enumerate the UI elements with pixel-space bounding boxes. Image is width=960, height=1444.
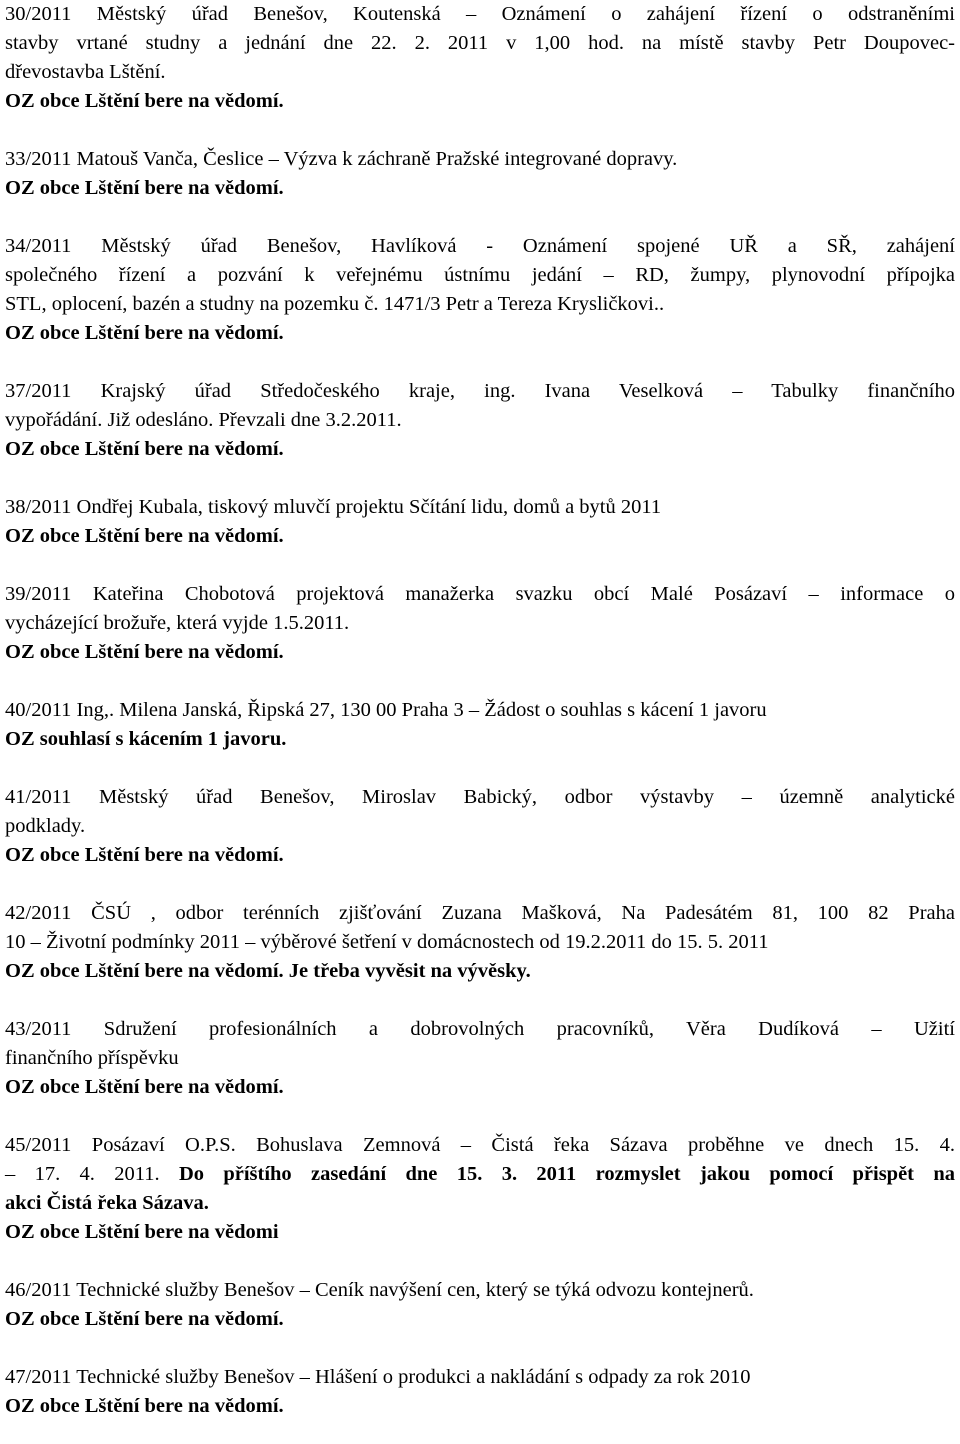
entry-resolution: OZ obce Lštění bere na vědomí. <box>5 177 284 199</box>
entry-33-2011 <box>5 145 955 203</box>
entry-resolution: OZ obce Lštění bere na vědomí. <box>5 525 284 547</box>
entry-text-line: stavby vrtané studny a jednání dne 22. 2. 2011 v 1,00 hod. na místě stavby Petr Doupovec- <box>5 32 955 54</box>
entry-text-line: 39/2011 Kateřina Chobotová projektová manažerka svazku obcí Malé Posázaví – informace o <box>5 583 955 605</box>
entry-42-2011 <box>5 899 955 986</box>
entry-text-line: 43/2011 Sdružení profesionálních a dobrovolných pracovníků, Věra Dudíková – Užití <box>5 1018 955 1040</box>
entry-text-line: společného řízení a pozvání k veřejnému ústnímu jedání – RD, žumpy, plynovodní přípojka <box>5 264 955 286</box>
spacer <box>5 203 955 232</box>
entry-resolution: OZ obce Lštění bere na vědomí. <box>5 1395 284 1417</box>
entry-resolution: OZ obce Lštění bere na vědomí. <box>5 1076 284 1098</box>
document-page <box>5 0 955 1421</box>
entry-text-line: 41/2011 Městský úřad Benešov, Miroslav Babický, odbor výstavby – územně analytické <box>5 786 955 808</box>
entry-text-line: 45/2011 Posázaví O.P.S. Bohuslava Zemnová – Čistá řeka Sázava proběhne ve dnech 15. 4. <box>5 1134 955 1156</box>
entry-resolution: OZ obce Lštění bere na vědomí. Je třeba vyvěsit na vývěsky. <box>5 960 531 982</box>
entry-text-line: podklady. <box>5 815 86 837</box>
entry-text-line: 34/2011 Městský úřad Benešov, Havlíková - Oznámení spojené UŘ a SŘ, zahájení <box>5 235 955 257</box>
entry-43-2011 <box>5 1015 955 1102</box>
entry-text-line: 33/2011 Matouš Vanča, Česlice – Výzva k záchraně Pražské integrované dopravy. <box>5 148 678 170</box>
entry-text-line: 10 – Životní podmínky 2011 – výběrové šetření v domácnostech od 19.2.2011 do 15. 5. 2011 <box>5 931 769 953</box>
entry-resolution: OZ souhlasí s kácením 1 javoru. <box>5 728 287 750</box>
spacer <box>5 1247 955 1276</box>
entry-text-line: 42/2011 ČSÚ , odbor terénních zjišťování Zuzana Mašková, Na Padesátém 81, 100 82 Praha <box>5 902 955 924</box>
entry-resolution: OZ obce Lštění bere na vědomí. <box>5 90 284 112</box>
entry-47-2011 <box>5 1363 955 1421</box>
entry-38-2011 <box>5 493 955 551</box>
spacer <box>5 986 955 1015</box>
entry-emphasis-fragment: Do příštího zasedání dne 15. 3. 2011 rozmyslet jakou pomocí přispět na <box>159 1163 955 1185</box>
entry-resolution: OZ obce Lštění bere na vědomí. <box>5 641 284 663</box>
spacer <box>5 870 955 899</box>
entry-text-line: 47/2011 Technické služby Benešov – Hlášení o produkci a nakládání s odpady za rok 2010 <box>5 1366 751 1388</box>
entry-41-2011 <box>5 783 955 870</box>
entry-46-2011 <box>5 1276 955 1334</box>
entry-39-2011 <box>5 580 955 667</box>
entry-37-2011 <box>5 377 955 464</box>
spacer <box>5 551 955 580</box>
entry-30-2011 <box>5 0 955 116</box>
entry-40-2011 <box>5 696 955 754</box>
spacer <box>5 1102 955 1131</box>
spacer <box>5 667 955 696</box>
entry-resolution: OZ obce Lštění bere na vědomí. <box>5 438 284 460</box>
spacer <box>5 1334 955 1363</box>
entry-mixed-line <box>5 1160 955 1189</box>
entry-45-2011 <box>5 1131 955 1247</box>
entry-text-fragment: – 17. 4. 2011. <box>5 1163 160 1185</box>
entry-text-line: 30/2011 Městský úřad Benešov, Koutenská – Oznámení o zahájení řízení o odstraněními <box>5 3 955 25</box>
entry-text-line: STL, oplocení, bazén a studny na pozemku č. 1471/3 Petr a Tereza Krysličkovi.. <box>5 293 665 315</box>
entry-text-line: 40/2011 Ing,. Milena Janská, Řipská 27, 130 00 Praha 3 – Žádost o souhlas s kácení 1 javoru <box>5 699 767 721</box>
entry-text-line: vypořádání. Již odesláno. Převzali dne 3.2.2011. <box>5 409 402 431</box>
entry-text-line: 37/2011 Krajský úřad Středočeského kraje, ing. Ivana Veselková – Tabulky finančního <box>5 380 955 402</box>
entry-text-line: dřevostavba Lštění. <box>5 61 166 83</box>
entry-resolution: OZ obce Lštění bere na vědomí. <box>5 844 284 866</box>
spacer <box>5 754 955 783</box>
spacer <box>5 116 955 145</box>
entry-34-2011 <box>5 232 955 348</box>
spacer <box>5 464 955 493</box>
entry-resolution: OZ obce Lštění bere na vědomí. <box>5 322 284 344</box>
entry-emphasis-line: akci Čistá řeka Sázava. <box>5 1192 209 1214</box>
entry-text-line: finančního příspěvku <box>5 1047 179 1069</box>
entry-text-line: 46/2011 Technické služby Benešov – Ceník navýšení cen, který se týká odvozu kontejnerů. <box>5 1279 754 1301</box>
spacer <box>5 348 955 377</box>
entry-resolution: OZ obce Lštění bere na vědomi <box>5 1221 279 1243</box>
entry-resolution: OZ obce Lštění bere na vědomí. <box>5 1308 284 1330</box>
entry-text-line: 38/2011 Ondřej Kubala, tiskový mluvčí projektu Sčítání lidu, domů a bytů 2011 <box>5 496 662 518</box>
entry-text-line: vycházející brožuře, která vyjde 1.5.2011. <box>5 612 350 634</box>
